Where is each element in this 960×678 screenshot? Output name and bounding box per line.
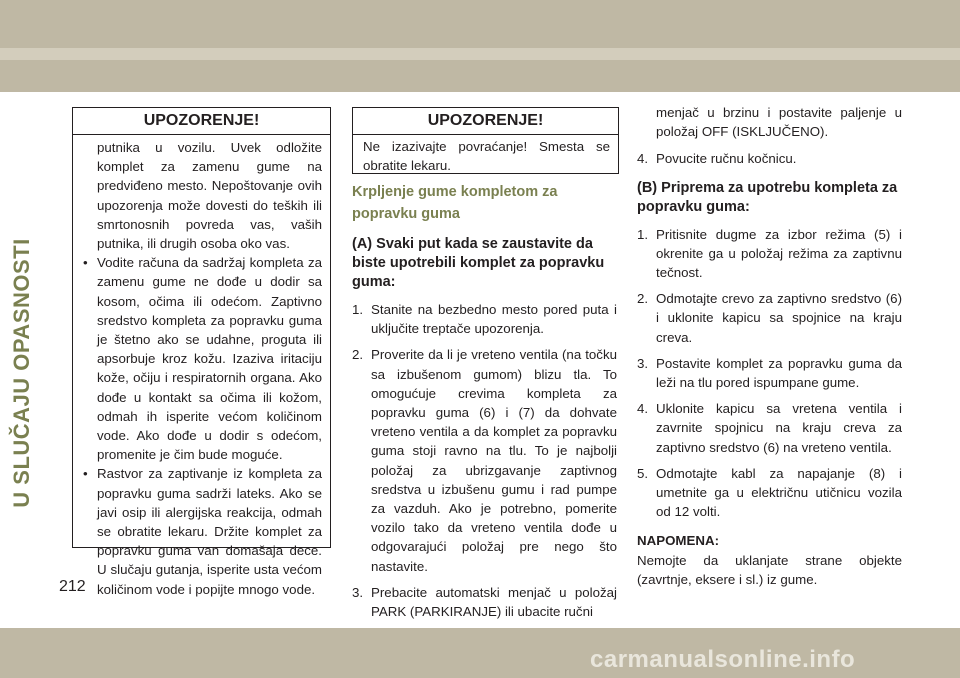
side-section-title-text: U SLUČAJU OPASNOSTI xyxy=(9,238,34,508)
section-title: Krpljenje gume kompletom za popravku guma xyxy=(352,184,558,222)
list-item-text: Uklonite kapicu sa vretena ventila i zavrnite spojnicu na kraju creva za zaptivno sredstvo (6) na vreteno ventila. xyxy=(656,401,902,455)
list-item-text: Proverite da li je vreteno ventila (na točku sa izbušenom gumom) blizu tla. To omogućuje crevima kompleta za popravku guma (6) i (7) da dohvate vreteno ventila a da komplet za popravku guma stoji ravno na tlu. To je najbolji položaj za ubrizgavanje zaptivnog sredstva u izbušenu gumu i rad pumpe za vazduh. Ako je potrebno, pomerite vozilo tako da vreteno ventila dođe u odgovarajući položaj pre nego što nastavite. xyxy=(371,347,617,574)
list-item-text: Odmotajte crevo za zaptivno sredstvo (6) i uklonite kapicu sa spojnice na kraju creva. xyxy=(656,291,902,345)
warning-bullet: • Vodite računa da sadržaj kompleta za zamenu gume ne dođe u dodir sa kosom, očima ili odećom. Zaptivno sredstvo kompleta za popravku guma je štetno ako se udahne, proguta ili apsorbuje kroz kožu. Izaziva iritaciju kože, očiju i respiratornih organa. Ako dođe u kontakt sa očima ili kožom, odmah ih isperite većom količinom vode. Ako dođe u dodir s odećom, promenite je čim bude moguće. xyxy=(83,253,322,464)
watermark: carmanualsonline.info xyxy=(590,646,856,673)
list-item-number: 4. xyxy=(637,151,649,167)
warning-body-1 xyxy=(73,135,330,605)
list-item xyxy=(637,354,902,392)
right-column xyxy=(637,103,902,589)
warning-continued-text: putnika u vozilu. Uvek odložite komplet za zamenu gume na predviđeno mesto. Nepoštovanje ovih upozorenja može dovesti do teških ili smrtonosnih povreda vas, vaših putnika, ili drugih osoba oko vas. xyxy=(97,140,322,252)
warning-bullet: • Rastvor za zaptivanje iz kompleta za popravku guma sadrži lateks. Ako se javi osip ili alergijska reakcija, odmah se obratite lekaru. Držite komplet za popravku guma van domašaja dece. U slučaju gutanja, isperite usta većom količinom vode i popijte mnogo vode. xyxy=(83,464,322,598)
page-number: 212 xyxy=(59,578,86,595)
list-item-text: Prebacite automatski menjač u položaj PARK (PARKIRANJE) ili ubacite ručni xyxy=(371,584,617,620)
list-item xyxy=(637,225,902,283)
subsection-a-title: (A) Svaki put kada se zaustavite da biste upotrebili komplet za popravku guma: xyxy=(352,236,605,290)
list-item-number: 2. xyxy=(637,291,649,307)
list-item-number: 1. xyxy=(637,226,649,242)
middle-column xyxy=(352,181,617,621)
list-item xyxy=(352,300,617,338)
warning-box-2 xyxy=(352,107,619,174)
header-stripe xyxy=(0,48,960,60)
list-item-text: menjač u brzinu i postavite paljenje u položaj OFF (ISKLJUČENO). xyxy=(656,105,902,140)
list-item-text: Odmotajte kabl za napajanje (8) i umetnite ga u električnu utičnicu vozila od 12 volti. xyxy=(656,465,902,520)
list-item xyxy=(637,399,902,457)
list-item xyxy=(637,289,902,347)
warning-title-2: UPOZORENJE! xyxy=(353,108,618,135)
list-item xyxy=(352,583,617,621)
list-item-text: Pritisnite dugme za izbor režima (5) i okrenite ga u položaj režima za zaptivnu tečnost. xyxy=(656,226,902,281)
list-item xyxy=(637,464,902,522)
list-item xyxy=(637,149,902,168)
list-item-number: 1. xyxy=(352,302,364,317)
list-item-text: Povucite ručnu kočnicu. xyxy=(656,151,797,167)
list-item-continued xyxy=(637,103,902,141)
warning-title-1: UPOZORENJE! xyxy=(73,108,330,135)
note-label: NAPOMENA: xyxy=(637,533,719,549)
list-item-number: 3. xyxy=(637,355,649,371)
note-text: Nemojte da uklanjate strane objekte (zavrtnje, eksere i sl.) iz gume. xyxy=(637,552,902,587)
list-item-text: Postavite komplet za popravku guma da leži na tlu pored ispumpane gume. xyxy=(656,355,902,391)
list-item-number: 4. xyxy=(637,401,649,417)
list-item-number: 5. xyxy=(637,465,649,481)
warning-text-2: Ne izazivajte povraćanje! Smesta se obratite lekaru. xyxy=(363,139,610,174)
subsection-b-title: (B) Priprema za upotrebu kompleta za popravku guma: xyxy=(637,179,898,215)
list-item-number: 3. xyxy=(352,584,364,600)
list-item-number: 2. xyxy=(352,347,364,363)
list-item-text: Stanite na bezbedno mesto pored puta i uključite treptače upozorenja. xyxy=(371,302,617,337)
header-band xyxy=(0,0,960,92)
warning-body-2 xyxy=(353,135,618,181)
list-item xyxy=(352,345,617,575)
